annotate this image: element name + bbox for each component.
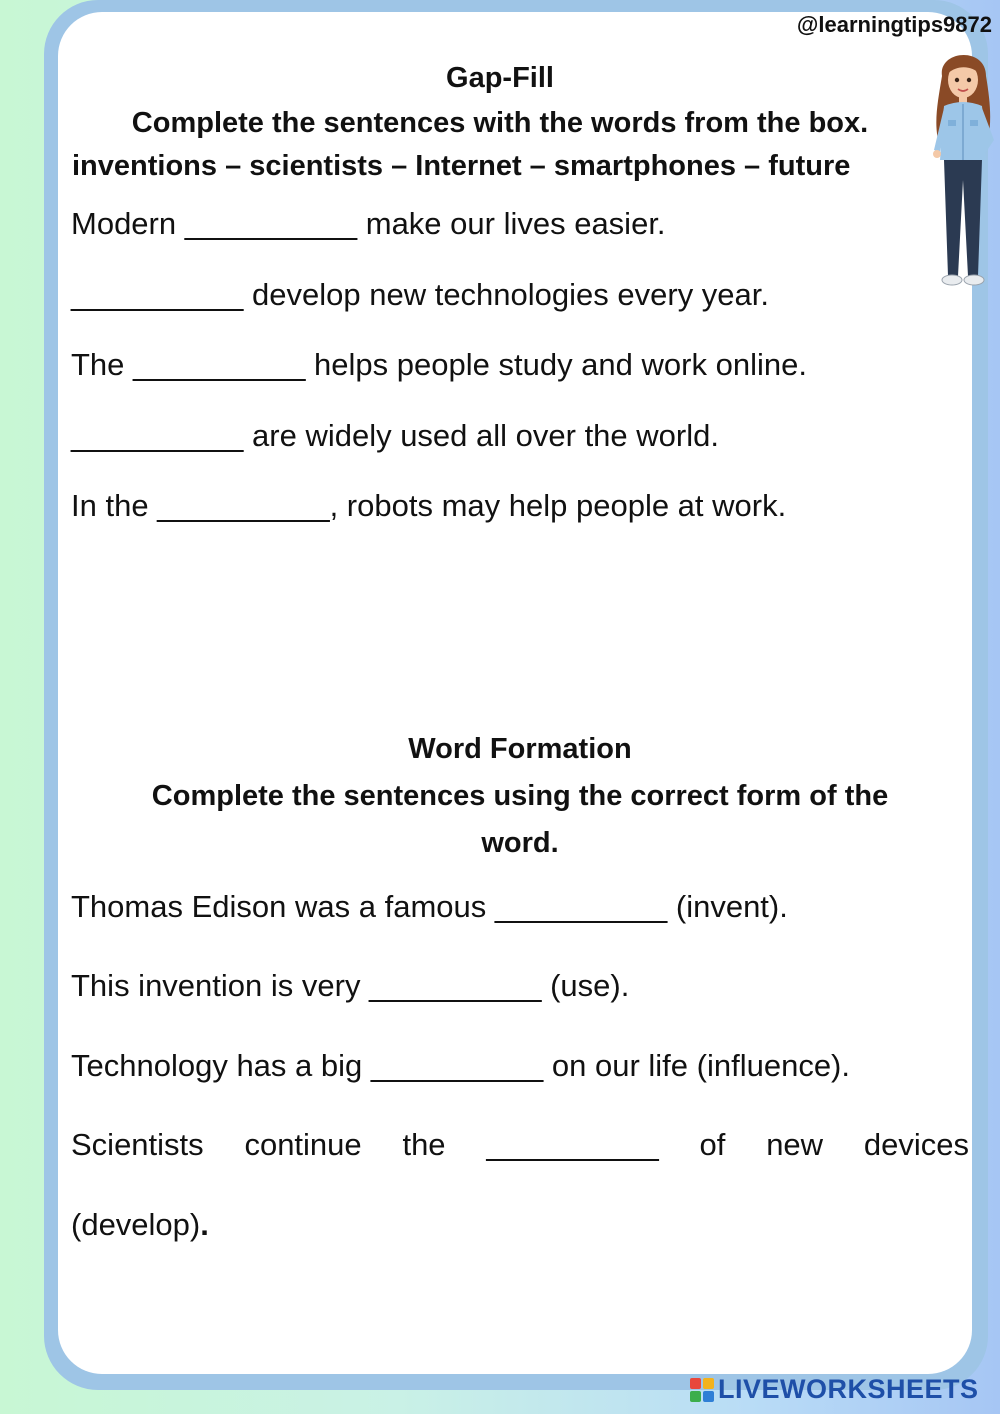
gap-fill-instruction: Complete the sentences with the words from the box. xyxy=(131,107,869,139)
word-formation-instruction-line-2: word. xyxy=(481,827,559,859)
word: continue xyxy=(244,1127,362,1162)
word: (develop) xyxy=(71,1207,201,1242)
word-formation-title: Word Formation xyxy=(408,733,632,765)
gap-fill-sentence-2: __________ develop new technologies every year. xyxy=(71,277,770,312)
word: of xyxy=(699,1127,726,1162)
liveworksheets-logo[interactable] xyxy=(690,1374,979,1405)
blank: __________ xyxy=(486,1127,659,1162)
period: . xyxy=(200,1207,209,1242)
word: the xyxy=(402,1127,446,1162)
word-formation-instruction-line-1: Complete the sentences using the correct form of the xyxy=(151,780,889,812)
word: new xyxy=(766,1127,824,1162)
author-handle: @learningtips9872 xyxy=(796,12,992,37)
word-box: inventions – scientists – Internet – smartphones – future xyxy=(72,150,851,182)
word-formation-sentence-1: Thomas Edison was a famous __________ (invent). xyxy=(71,889,788,924)
word-formation-sentence-4-line-2 xyxy=(71,1207,209,1243)
logo-text: LIVEWORKSHEETS xyxy=(718,1374,979,1404)
word-formation-sentence-4-line-1 xyxy=(71,1127,969,1163)
word: Scientists xyxy=(71,1127,204,1162)
gap-fill-sentence-1: Modern __________ make our lives easier. xyxy=(71,206,666,241)
gap-fill-sentence-5: In the __________, robots may help people at work. xyxy=(71,488,787,523)
liveworksheets-logo-icon xyxy=(690,1378,714,1402)
word: devices xyxy=(863,1127,969,1162)
word-formation-sentence-2: This invention is very __________ (use). xyxy=(71,968,630,1003)
gap-fill-title: Gap-Fill xyxy=(446,62,554,94)
gap-fill-sentence-4: __________ are widely used all over the world. xyxy=(71,418,719,453)
word-formation-sentence-3: Technology has a big __________ on our life (influence). xyxy=(71,1048,850,1083)
gap-fill-sentence-3: The __________ helps people study and work online. xyxy=(71,347,807,382)
